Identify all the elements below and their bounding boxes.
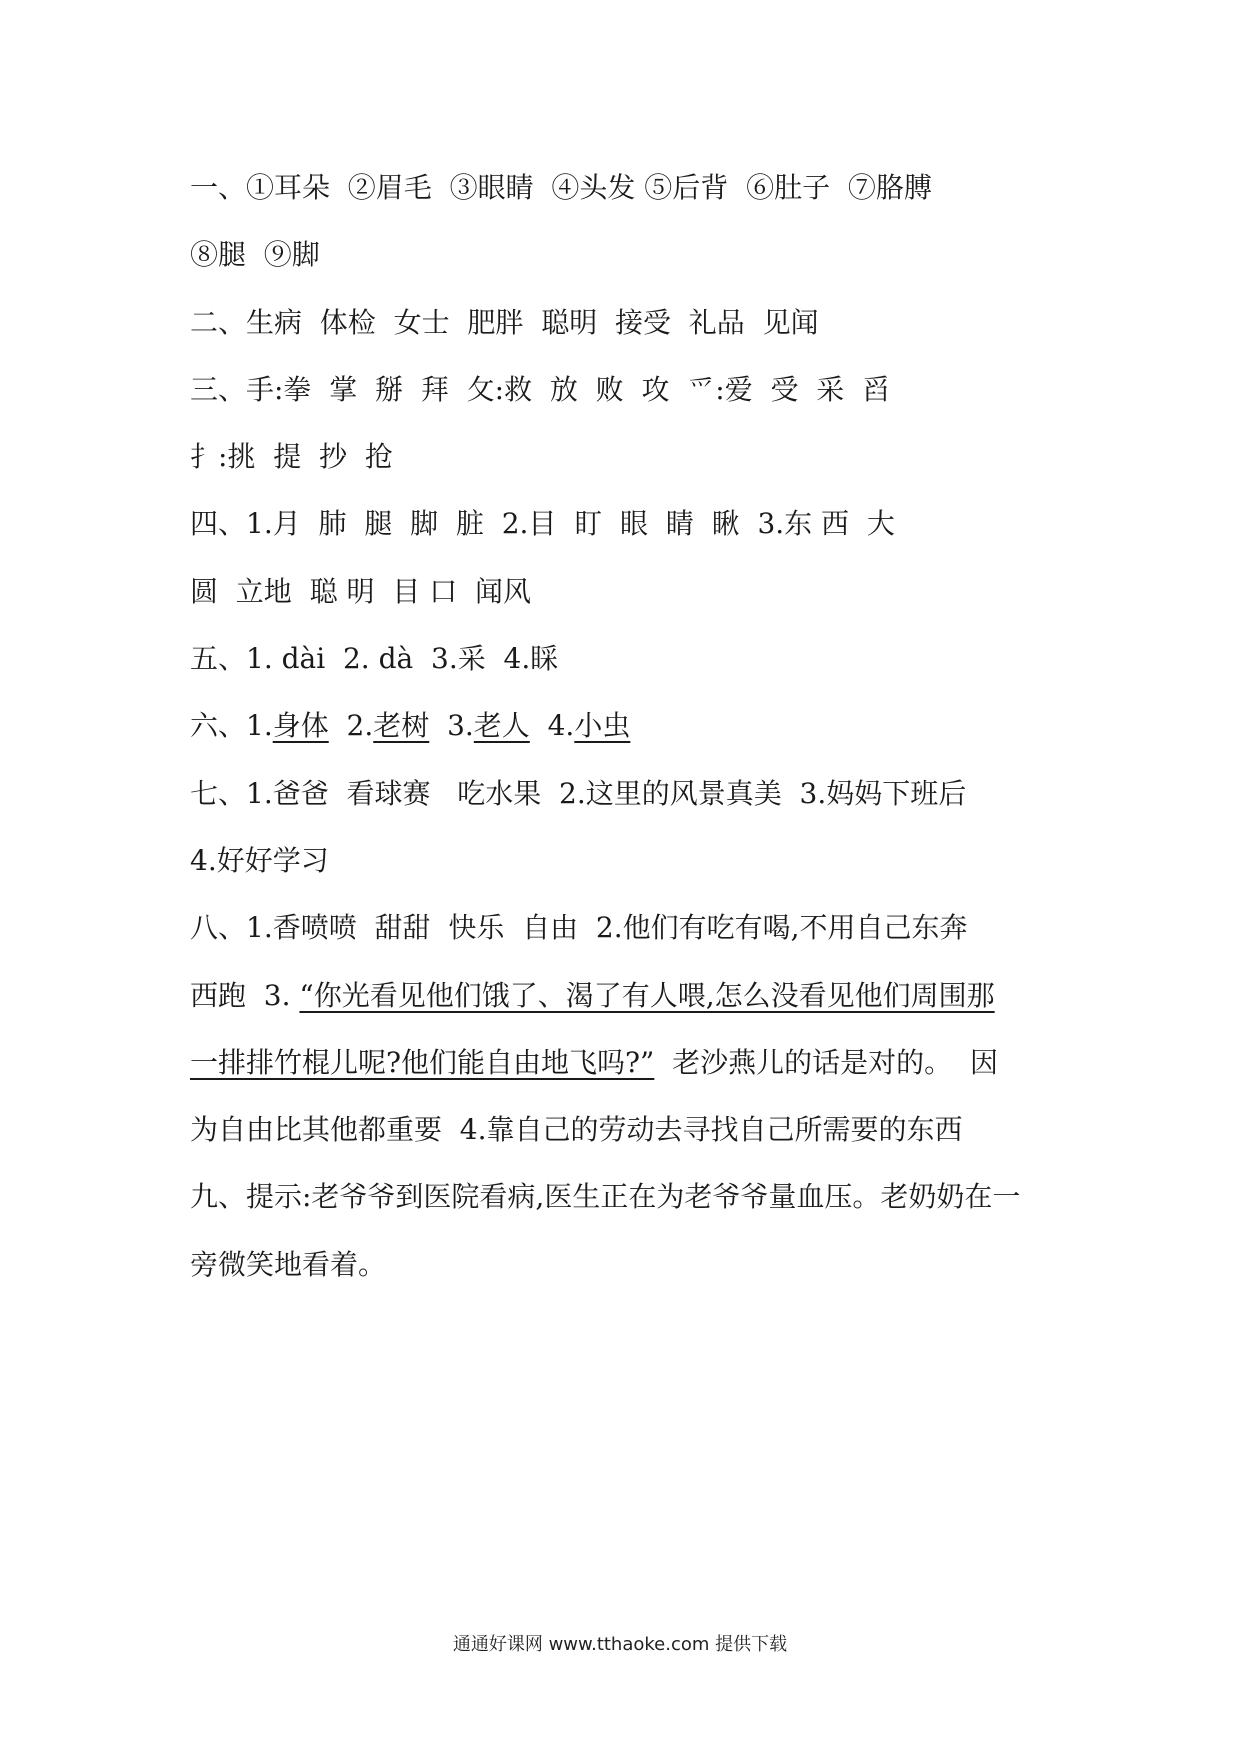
answer-6-prefix: 六、1. xyxy=(190,709,273,743)
answer-line-5: 扌:挑 提 抄 抢 xyxy=(190,440,393,474)
answer-6-2-prefix: 2. xyxy=(328,709,374,743)
answer-6-4: 小虫 xyxy=(574,709,631,743)
answer-line-1: 一、①耳朵 ②眉毛 ③眼睛 ④头发 ⑤后背 ⑥肚子 ⑦胳膊 xyxy=(190,171,932,204)
footer-credit: 通通好课网 www.tthaoke.com 提供下载 xyxy=(452,1634,788,1655)
answer-line-8: 五、1. dài 2. dà 3.采 4.睬 xyxy=(190,642,559,676)
answer-line-11: 4.好好学习 xyxy=(190,843,329,877)
answer-line-4: 三、手:拳 掌 掰 拜 攵:救 放 败 攻 爫:爱 受 采 舀 xyxy=(190,372,891,406)
answer-key xyxy=(190,154,1060,1298)
answer-line-3: 二、生病 体检 女士 肥胖 聪明 接受 礼品 见闻 xyxy=(190,305,819,339)
answer-6-3-prefix: 3. xyxy=(429,709,474,743)
answer-line-13 xyxy=(190,962,1060,1029)
answer-line-12: 八、1.香喷喷 甜甜 快乐 自由 2.他们有吃有喝,不用自己东奔 xyxy=(190,911,968,945)
answer-line-6: 四、1.月 肺 腿 脚 脏 2.目 盯 眼 睛 瞅 3.东 西 大 xyxy=(190,507,895,541)
answer-line-9 xyxy=(190,692,1060,759)
answer-8-3-prefix: 西跑 3. xyxy=(190,978,300,1012)
answer-line-7: 圆 立地 聪 明 目 口 闻风 xyxy=(190,574,532,608)
answer-8-3-quote-part-1: “你光看见他们饿了、渴了有人喂,怎么没看见他们周围那 xyxy=(299,978,995,1012)
answer-line-15: 为自由比其他都重要 4.靠自己的劳动去寻找自己所需要的东西 xyxy=(190,1113,963,1147)
answer-8-3-quote-part-2: 一排排竹棍儿呢?他们能自由地飞吗?” xyxy=(190,1045,655,1079)
answer-6-2: 老树 xyxy=(373,709,430,743)
answer-6-1: 身体 xyxy=(272,709,329,743)
answer-6-4-prefix: 4. xyxy=(529,709,575,743)
answer-line-16: 九、提示:老爷爷到医院看病,医生正在为老爷爷量血压。老奶奶在一 xyxy=(190,1180,1021,1214)
answer-8-3-suffix: 老沙燕儿的话是对的。 因 xyxy=(654,1045,998,1079)
answer-line-10: 七、1.爸爸 看球赛 吃水果 2.这里的风景真美 3.妈妈下班后 xyxy=(190,776,967,810)
answer-line-2: ⑧腿 ⑨脚 xyxy=(190,238,320,272)
answer-line-14 xyxy=(190,1029,1060,1096)
answer-line-17: 旁微笑地看着。 xyxy=(190,1247,387,1281)
answer-6-3: 老人 xyxy=(473,709,530,743)
